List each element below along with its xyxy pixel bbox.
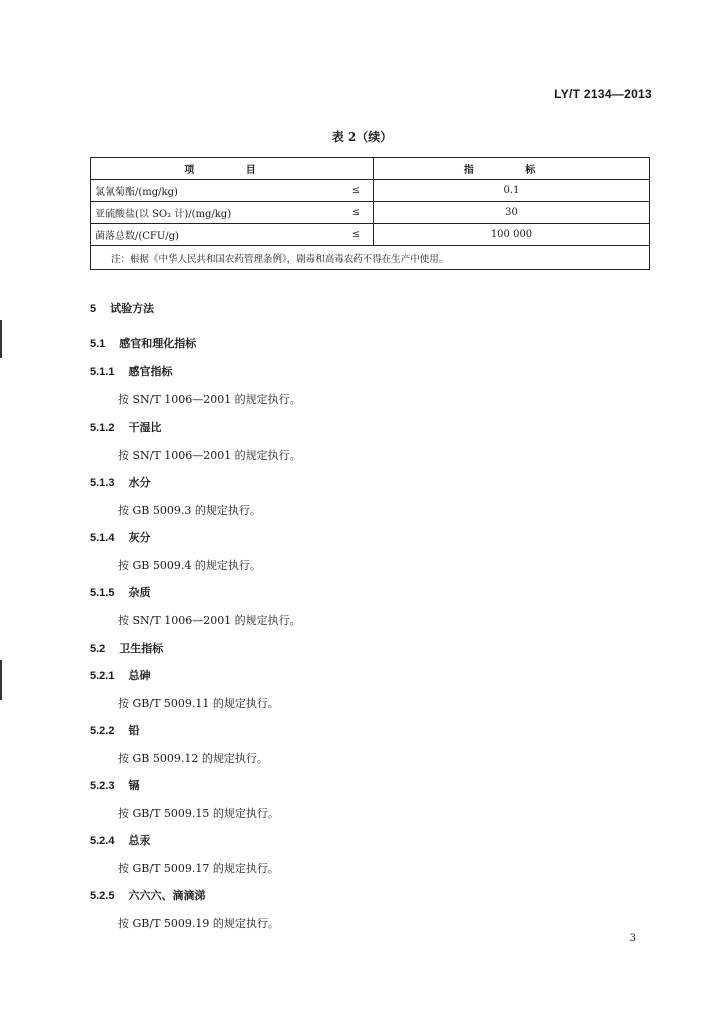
section-number: 5.1.2: [90, 422, 115, 434]
table-note-row: [91, 246, 650, 270]
row-value: 30: [374, 202, 650, 224]
table-row: [91, 224, 650, 246]
section-title: 铅: [128, 724, 140, 737]
table-note: 注：根据《中华人民共和国农药管理条例》，剧毒和高毒农药不得在生产中使用。: [91, 246, 650, 270]
section-number: 5.1: [90, 338, 106, 350]
scan-edge-mark: [0, 320, 2, 358]
row-item: 氯氰菊酯/(mg/kg): [91, 180, 340, 202]
section-body: 按 GB/T 5009.15 的规定执行。: [118, 807, 279, 820]
section-body: 按 GB/T 5009.17 的规定执行。: [118, 862, 279, 875]
section-body: 按 GB 5009.4 的规定执行。: [118, 559, 261, 572]
section-heading: [90, 832, 150, 848]
section-number: 5.2.5: [90, 890, 115, 902]
section-title: 感官指标: [128, 365, 173, 378]
table-header-row: [91, 158, 650, 180]
section-heading: [90, 474, 150, 490]
section-body: 按 SN/T 1006—2001 的规定执行。: [118, 614, 301, 627]
section-heading: [90, 335, 196, 351]
section-number: 5: [90, 303, 97, 315]
row-comparator: ≤: [339, 224, 374, 246]
row-item: 亚硫酸盐(以 SO₂ 计)/(mg/kg): [91, 202, 340, 224]
section-title: 总汞: [128, 834, 151, 847]
section-heading: [90, 640, 163, 656]
section-heading: [90, 529, 150, 545]
section-body: 按 SN/T 1006—2001 的规定执行。: [118, 449, 301, 462]
section-number: 5.2.1: [90, 670, 115, 682]
section-heading: [90, 363, 172, 379]
section-title: 水分: [128, 476, 151, 489]
header-item: 项 目: [91, 158, 374, 180]
row-comparator: ≤: [339, 202, 374, 224]
page-number: 3: [629, 933, 636, 944]
section-body: 按 SN/T 1006—2001 的规定执行。: [118, 393, 301, 406]
section-title: 六六六、滴滴涕: [128, 889, 206, 902]
section-body: 按 GB/T 5009.19 的规定执行。: [118, 917, 279, 930]
section-heading: [90, 722, 139, 738]
row-value: 0.1: [374, 180, 650, 202]
section-heading: [90, 300, 154, 316]
section-title: 杂质: [128, 586, 151, 599]
section-body: 按 GB 5009.3 的规定执行。: [118, 504, 261, 517]
section-heading: [90, 419, 161, 435]
standard-code: LY/T 2134—2013: [554, 87, 652, 101]
section-number: 5.1.4: [90, 532, 115, 544]
table-title: 表 2（续）: [331, 130, 393, 144]
section-number: 5.2.3: [90, 780, 115, 792]
section-number: 5.1.5: [90, 587, 115, 599]
section-number: 5.2: [90, 643, 106, 655]
table-row: [91, 180, 650, 202]
section-title: 试验方法: [110, 302, 155, 315]
section-title: 感官和理化指标: [119, 337, 197, 350]
row-value: 100 000: [374, 224, 650, 246]
section-heading: [90, 887, 205, 903]
section-heading: [90, 777, 139, 793]
specification-table: [90, 157, 650, 270]
section-number: 5.2.2: [90, 725, 115, 737]
section-number: 5.1.3: [90, 477, 115, 489]
section-heading: [90, 667, 150, 683]
scan-edge-mark: [0, 660, 2, 700]
row-item: 菌落总数/(CFU/g): [91, 224, 340, 246]
section-heading: [90, 584, 150, 600]
table-row: [91, 202, 650, 224]
section-title: 干湿比: [128, 421, 162, 434]
section-title: 镉: [128, 779, 140, 792]
section-title: 卫生指标: [119, 642, 164, 655]
section-body: 按 GB 5009.12 的规定执行。: [118, 752, 268, 765]
row-comparator: ≤: [339, 180, 374, 202]
header-value: 指 标: [374, 158, 650, 180]
section-number: 5.2.4: [90, 835, 115, 847]
section-body: 按 GB/T 5009.11 的规定执行。: [118, 697, 279, 710]
section-title: 灰分: [128, 531, 151, 544]
section-number: 5.1.1: [90, 366, 115, 378]
section-title: 总砷: [128, 669, 151, 682]
